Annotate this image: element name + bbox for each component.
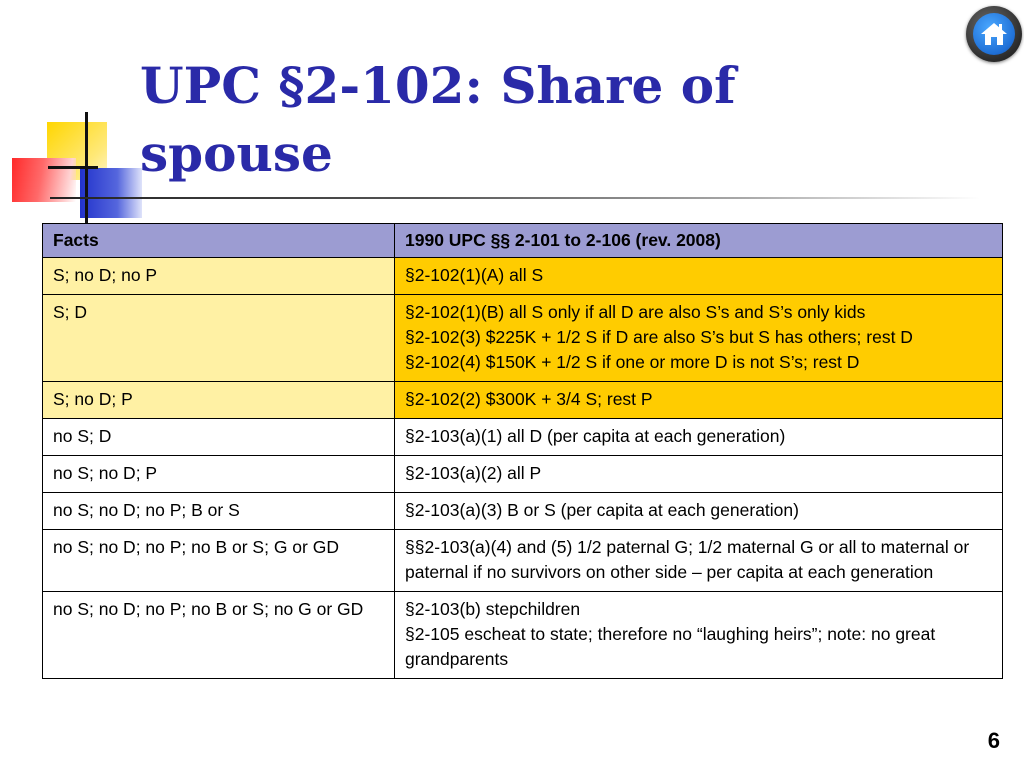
decor-short-line [48,166,98,169]
rules-cell [395,456,1003,493]
table-row [43,382,1003,419]
facts-cell: no S; D [43,419,395,456]
table-row [43,530,1003,592]
rule-text: §2-105 escheat to state; therefore no “laughing heirs”; note: no great grandparents [405,624,936,669]
table-row [43,592,1003,679]
decor-blue-square [80,168,142,218]
rules-column-header: 1990 UPC §§ 2-101 to 2-106 (rev. 2008) [395,224,1003,258]
table-row [43,493,1003,530]
rules-cell [395,258,1003,295]
intestacy-rules-table [42,223,1003,679]
rules-cell [395,530,1003,592]
page-title: UPC §2-102: Share of spouse [140,56,736,183]
table-row [43,258,1003,295]
table-header-row [43,224,1003,258]
rule-text: §2-102(1)(B) all S only if all D are also S’s and S’s only kids [405,302,866,322]
rule-text: §2-102(1)(A) all S [405,265,544,285]
home-button[interactable] [966,6,1022,62]
table-row [43,456,1003,493]
facts-cell: S; D [43,295,395,382]
rule-text: §2-103(a)(3) B or S (per capita at each generation) [405,500,799,520]
home-button-face [973,13,1015,55]
facts-cell: no S; no D; no P; no B or S; no G or GD [43,592,395,679]
table-row [43,295,1003,382]
rules-cell [395,419,1003,456]
title-underline [50,197,980,199]
table-row [43,419,1003,456]
rules-cell [395,592,1003,679]
slide-number: 6 [987,728,1000,753]
rule-text: §2-103(a)(2) all P [405,463,542,483]
facts-column-header: Facts [43,224,395,258]
facts-cell: no S; no D; P [43,456,395,493]
rule-text: §2-102(3) $225K + 1/2 S if D are also S’s but S has others; rest D [405,327,913,347]
rules-cell [395,382,1003,419]
facts-cell: no S; no D; no P; B or S [43,493,395,530]
rule-text: §2-102(2) $300K + 3/4 S; rest P [405,389,653,409]
decor-red-bar [12,158,76,202]
rule-text: §2-103(b) stepchildren [405,599,581,619]
facts-cell: S; no D; no P [43,258,395,295]
table-body [43,258,1003,679]
rules-cell [395,295,1003,382]
rule-text: §§2-103(a)(4) and (5) 1/2 paternal G; 1/2 maternal G or all to maternal or paternal if no survivors on other side – per capita at each generation [405,537,970,582]
rule-text: §2-102(4) $150K + 1/2 S if one or more D is not S’s; rest D [405,352,860,372]
facts-cell: no S; no D; no P; no B or S; G or GD [43,530,395,592]
rules-cell [395,493,1003,530]
rule-text: §2-103(a)(1) all D (per capita at each generation) [405,426,786,446]
decor-vertical-line [85,112,88,227]
home-icon [980,21,1008,47]
facts-cell: S; no D; P [43,382,395,419]
